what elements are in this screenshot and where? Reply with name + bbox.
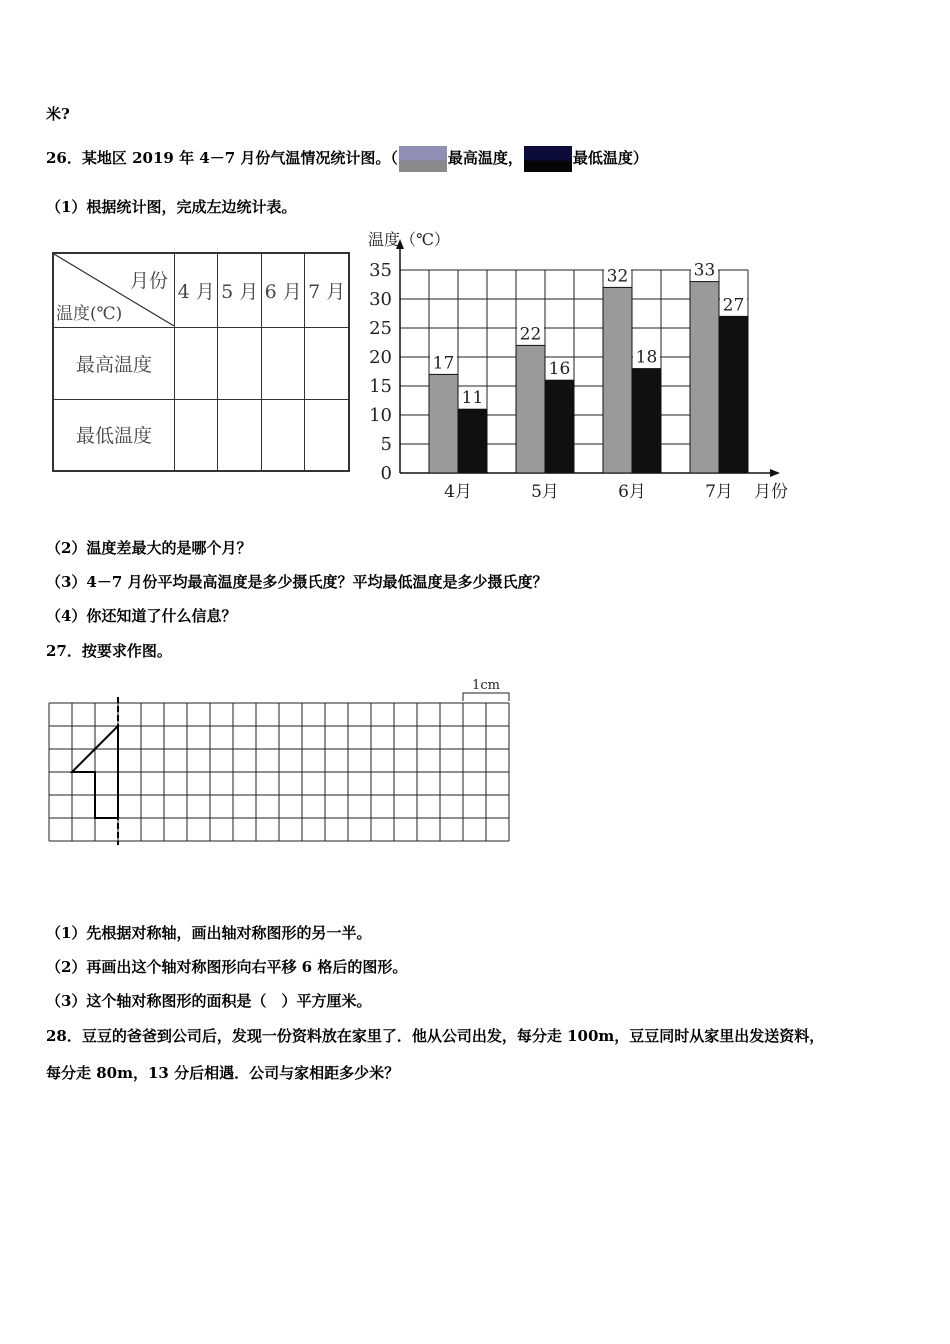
bar (458, 409, 487, 473)
temperature-bar-chart (360, 225, 800, 505)
q26-part1: （1）根据统计图，完成左边统计表。 (46, 198, 297, 216)
table-cell[interactable] (175, 399, 218, 471)
row-label-high: 最高温度 (53, 327, 175, 399)
bar (545, 380, 574, 473)
unit-label: 1cm (472, 678, 500, 693)
y-tick-label: 20 (369, 347, 392, 368)
header-temp: 温度(℃) (56, 304, 123, 325)
bar (690, 282, 719, 473)
table-cell[interactable] (218, 399, 261, 471)
table-cell[interactable] (305, 399, 349, 471)
q26-prefix: 26．某地区 2019 年 4－7 月份气温情况统计图。（ (46, 149, 398, 167)
y-tick-label: 10 (369, 405, 392, 426)
q26-title (46, 146, 648, 172)
legend-high-label: 最高温度， (447, 149, 523, 167)
table-cell[interactable] (175, 327, 218, 399)
x-tick-label: 5月 (531, 482, 559, 502)
header-month: 月份 (129, 270, 168, 293)
x-axis-label: 月份 (754, 482, 788, 502)
bar-value-label: 22 (519, 324, 542, 345)
bar-value-label: 16 (548, 359, 571, 380)
legend-low-label: 最低温度） (572, 149, 648, 167)
q27-part3: （3）这个轴对称图形的面积是（ ）平方厘米。 (46, 992, 372, 1010)
table-diagonal-header (53, 253, 175, 327)
statistics-table (52, 252, 350, 472)
y-tick-label: 30 (369, 289, 392, 310)
legend-low-swatch (524, 146, 572, 172)
bar-value-label: 27 (722, 295, 745, 316)
x-axis-arrow (770, 469, 780, 477)
y-tick-label: 35 (369, 260, 392, 281)
x-tick-label: 7月 (705, 482, 733, 502)
month-header-6: 6 月 (261, 253, 304, 327)
bar-value-label: 32 (606, 266, 629, 287)
bar (603, 287, 632, 473)
table-cell[interactable] (261, 399, 304, 471)
bar (516, 345, 545, 473)
q28-line2: 每分走 80m，13 分后相遇．公司与家相距多少米？ (46, 1064, 400, 1082)
x-tick-label: 4月 (444, 482, 472, 502)
table-cell[interactable] (218, 327, 261, 399)
table-cell[interactable] (305, 327, 349, 399)
y-axis-label: 温度（℃） (368, 230, 450, 249)
q26-part4: （4）你还知道了什么信息？ (46, 607, 237, 625)
q27-part2: （2）再画出这个轴对称图形向右平移 6 格后的图形。 (46, 958, 408, 976)
bar (632, 369, 661, 473)
bar (719, 316, 748, 473)
q27-part1: （1）先根据对称轴，画出轴对称图形的另一半。 (46, 924, 372, 942)
bar-value-label: 18 (635, 347, 658, 368)
bar-value-label: 17 (432, 353, 455, 374)
table-cell[interactable] (261, 327, 304, 399)
month-header-4: 4 月 (175, 253, 218, 327)
y-tick-label: 15 (369, 376, 392, 397)
unit-brace (463, 693, 509, 701)
q26-part2: （2）温度差最大的是哪个月？ (46, 539, 252, 557)
y-tick-label: 5 (380, 434, 392, 455)
x-tick-label: 6月 (618, 482, 646, 502)
q26-part3: （3）4－7 月份平均最高温度是多少摄氏度？平均最低温度是多少摄氏度？ (46, 573, 548, 591)
month-header-5: 5 月 (218, 253, 261, 327)
legend-high-swatch (399, 146, 447, 172)
row-label-low: 最低温度 (53, 399, 175, 471)
y-tick-label: 0 (380, 463, 392, 484)
q27-title: 27．按要求作图。 (46, 642, 172, 660)
month-header-7: 7 月 (305, 253, 349, 327)
y-tick-label: 25 (369, 318, 392, 339)
bar-value-label: 11 (461, 388, 484, 409)
previous-question-tail: 米? (46, 105, 70, 123)
bar-value-label: 33 (693, 260, 716, 281)
q28-line1: 28．豆豆的爸爸到公司后，发现一份资料放在家里了．他从公司出发，每分走 100m，豆豆同时从家里出发送资料， (46, 1027, 825, 1045)
bar (429, 374, 458, 473)
drawing-grid[interactable] (44, 668, 519, 853)
